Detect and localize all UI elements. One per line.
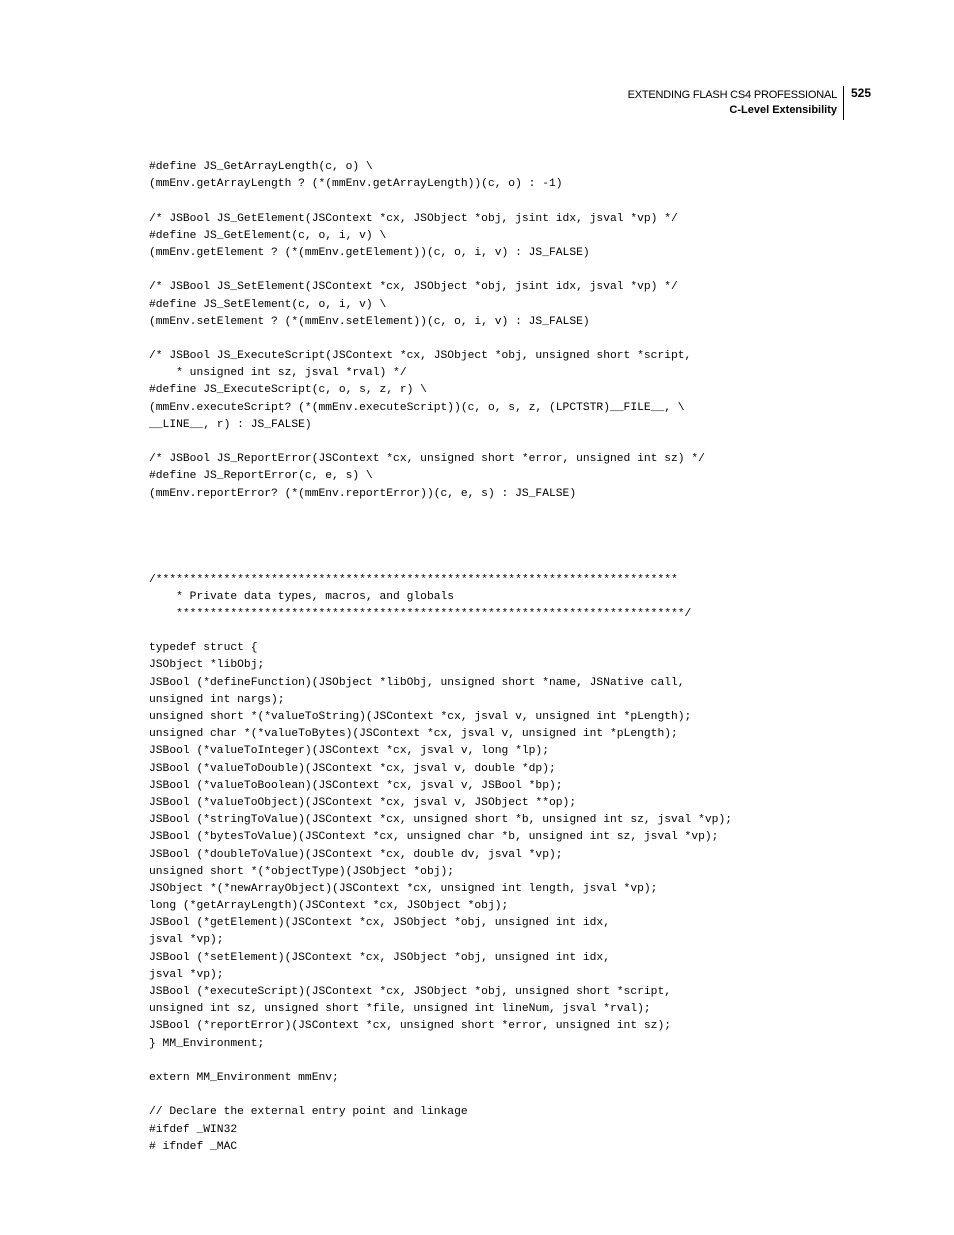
code-line: [149, 1087, 732, 1104]
code-line: /* JSBool JS_SetElement(JSContext *cx, JSObject *obj, jsint idx, jsval *vp) */: [149, 281, 678, 294]
code-line: [149, 537, 732, 554]
code-line: /*****************************************************************************: [149, 573, 678, 586]
code-listing: [149, 159, 732, 1156]
code-line: #ifdef _WIN32: [149, 1123, 238, 1136]
code-line: /* JSBool JS_ExecuteScript(JSContext *cx, JSObject *obj, unsigned short *script,: [149, 350, 692, 363]
code-line: #define JS_GetArrayLength(c, o) \: [149, 161, 373, 173]
code-line: unsigned short *(*objectType)(JSObject *obj);: [149, 865, 455, 878]
code-line: [149, 1053, 732, 1070]
code-line: long (*getArrayLength)(JSContext *cx, JSObject *obj);: [149, 900, 509, 913]
page-number: 525: [851, 86, 872, 100]
code-line: JSBool (*setElement)(JSContext *cx, JSObject *obj, unsigned int idx,: [149, 951, 610, 964]
code-line: #define JS_GetElement(c, o, i, v) \: [149, 229, 387, 242]
code-line: JSBool (*getElement)(JSContext *cx, JSObject *obj, unsigned int idx,: [149, 917, 610, 930]
code-line: (mmEnv.getArrayLength ? (*(mmEnv.getArrayLength))(c, o) : -1): [149, 178, 563, 191]
code-line: (mmEnv.reportError? (*(mmEnv.reportError))(c, e, s) : JS_FALSE): [149, 487, 577, 500]
code-line: unsigned char *(*valueToBytes)(JSContext *cx, jsval v, unsigned int *pLength);: [149, 728, 678, 741]
code-line: [149, 503, 732, 520]
code-line: __LINE__, r) : JS_FALSE): [149, 418, 312, 431]
code-line: * Private data types, macros, and globals: [149, 590, 455, 603]
code-line: #define JS_ExecuteScript(c, o, s, z, r) \: [149, 384, 427, 397]
code-line: unsigned int nargs);: [149, 693, 285, 706]
code-line: // Declare the external entry point and linkage: [149, 1106, 468, 1119]
code-line: #define JS_ReportError(c, e, s) \: [149, 470, 373, 483]
code-line: (mmEnv.setElement ? (*(mmEnv.setElement))(c, o, i, v) : JS_FALSE): [149, 315, 590, 328]
code-line: (mmEnv.getElement ? (*(mmEnv.getElement))(c, o, i, v) : JS_FALSE): [149, 246, 590, 259]
code-line: #define JS_SetElement(c, o, i, v) \: [149, 298, 387, 311]
code-line: /* JSBool JS_ReportError(JSContext *cx, unsigned short *error, unsigned int sz) */: [149, 453, 705, 466]
code-line: JSBool (*bytesToValue)(JSContext *cx, unsigned char *b, unsigned int sz, jsval *vp);: [149, 831, 719, 844]
running-header: [628, 86, 844, 120]
code-line: JSBool (*doubleToValue)(JSContext *cx, double dv, jsval *vp);: [149, 848, 563, 861]
code-line: [149, 193, 732, 210]
code-line: /* JSBool JS_GetElement(JSContext *cx, JSObject *obj, jsint idx, jsval *vp) */: [149, 212, 678, 225]
code-line: JSBool (*valueToBoolean)(JSContext *cx, jsval v, JSBool *bp);: [149, 779, 563, 792]
code-line: jsval *vp);: [149, 968, 224, 981]
code-line: jsval *vp);: [149, 934, 224, 947]
code-line: unsigned short *(*valueToString)(JSContext *cx, jsval v, unsigned int *pLength);: [149, 711, 692, 723]
code-line: JSBool (*stringToValue)(JSContext *cx, unsigned short *b, unsigned int sz, jsval *vp);: [149, 814, 733, 827]
code-line: # ifndef _MAC: [149, 1140, 238, 1153]
code-line: JSBool (*defineFunction)(JSObject *libObj, unsigned short *name, JSNative call,: [149, 676, 685, 689]
code-line: [149, 554, 732, 571]
code-line: [149, 520, 732, 537]
code-line: unsigned int sz, unsigned short *file, unsigned int lineNum, jsval *rval);: [149, 1003, 651, 1016]
code-line: JSObject *(*newArrayObject)(JSContext *cx, unsigned int length, jsval *vp);: [149, 882, 658, 895]
code-line: JSBool (*executeScript)(JSContext *cx, JSObject *obj, unsigned short *script,: [149, 986, 672, 998]
code-line: [149, 262, 732, 279]
header-titles: [628, 86, 844, 120]
code-line: JSBool (*valueToObject)(JSContext *cx, jsval v, JSObject **op);: [149, 796, 577, 809]
code-line: ***************************************************************************/: [149, 607, 692, 620]
code-line: (mmEnv.executeScript? (*(mmEnv.executeScript))(c, o, s, z, (LPCTSTR)__FILE__, \: [149, 401, 685, 414]
code-line: [149, 434, 732, 451]
book-title: EXTENDING FLASH CS4 PROFESSIONAL: [627, 89, 837, 101]
code-line: [149, 623, 732, 640]
code-line: } MM_Environment;: [149, 1037, 265, 1050]
chapter-title: C-Level Extensibility: [729, 104, 837, 116]
code-line: JSBool (*valueToInteger)(JSContext *cx, jsval v, long *lp);: [149, 745, 549, 758]
code-line: JSObject *libObj;: [149, 659, 265, 672]
code-line: JSBool (*valueToDouble)(JSContext *cx, jsval v, double *dp);: [149, 762, 556, 775]
code-line: * unsigned int sz, jsval *rval) */: [149, 367, 407, 380]
code-line: JSBool (*reportError)(JSContext *cx, unsigned short *error, unsigned int sz);: [149, 1020, 672, 1033]
code-line: [149, 331, 732, 348]
code-line: typedef struct {: [149, 642, 258, 655]
code-line: extern MM_Environment mmEnv;: [149, 1071, 339, 1084]
